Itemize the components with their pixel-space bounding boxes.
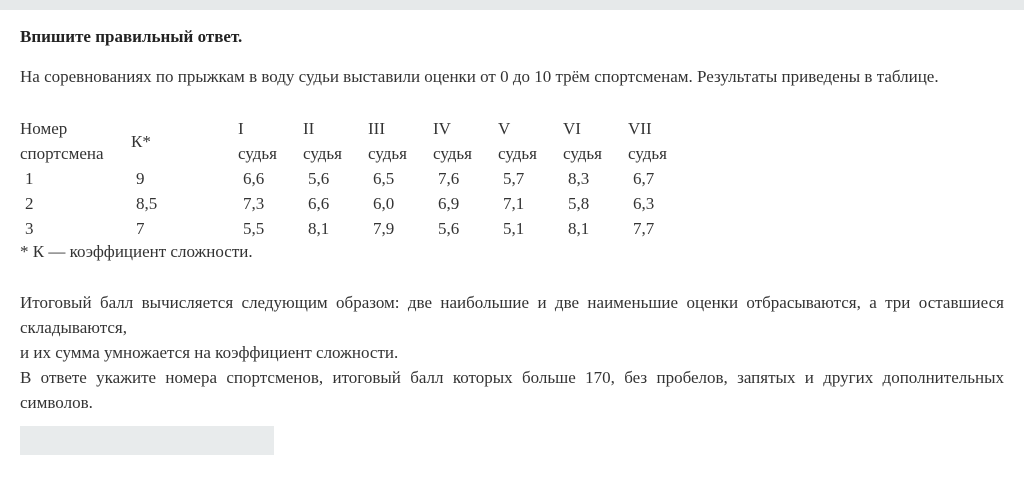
header-judge-numeral: III (368, 119, 385, 138)
header-judge-word: судья (303, 144, 342, 163)
score-cell: 5,7 (503, 169, 525, 188)
score-cell: 8,3 (568, 169, 590, 188)
table-row (20, 191, 693, 216)
scoring-rules (20, 290, 1004, 415)
rules-paragraph: и их сумма умножается на коэффициент сложности. (20, 343, 399, 362)
athlete-number: 3 (25, 219, 34, 238)
score-cell: 5,8 (568, 194, 590, 213)
header-judge-numeral: V (498, 119, 511, 138)
score-cell: 5,6 (438, 219, 460, 238)
score-cell: 6,0 (373, 194, 395, 213)
header-judge-numeral: I (238, 119, 244, 138)
answer-input[interactable] (20, 426, 274, 455)
header-judge-numeral: VI (563, 119, 581, 138)
top-bar (0, 0, 1024, 10)
score-cell: 8,1 (308, 219, 330, 238)
score-cell: 7,9 (373, 219, 395, 238)
score-cell: 7,3 (243, 194, 265, 213)
table-row (20, 216, 693, 241)
header-judge-word: судья (628, 144, 667, 163)
score-cell: 5,6 (308, 169, 330, 188)
score-cell: 6,6 (243, 169, 265, 188)
athlete-number: 1 (25, 169, 34, 188)
header-judge-numeral: VII (628, 119, 652, 138)
score-cell: 5,1 (503, 219, 525, 238)
table-header-row-2 (20, 141, 693, 166)
coefficient-value: 9 (136, 169, 145, 188)
score-cell: 7,6 (438, 169, 460, 188)
table-header-row-1 (20, 116, 693, 141)
coefficient-value: 7 (136, 219, 145, 238)
score-cell: 6,7 (633, 169, 655, 188)
coefficient-footnote: * К — коэффициент сложности. (20, 242, 253, 261)
header-judge-word: судья (498, 144, 537, 163)
table-row (20, 166, 693, 191)
task-instruction: Впишите правильный ответ. (20, 27, 243, 46)
header-judge-word: судья (563, 144, 602, 163)
header-athlete-line2: спортсмена (20, 144, 104, 163)
score-cell: 6,9 (438, 194, 460, 213)
coefficient-value: 8,5 (136, 194, 158, 213)
header-judge-word: судья (368, 144, 407, 163)
header-athlete-line1: Номер (20, 119, 68, 138)
score-cell: 5,5 (243, 219, 265, 238)
rules-paragraph: Итоговый балл вычисляется следующим образом: две наибольшие и две наименьшие оценки отбрасываются, а три оставшиеся складываются, (20, 293, 1004, 337)
header-judge-word: судья (238, 144, 277, 163)
header-judge-numeral: II (303, 119, 315, 138)
task-intro: На соревнованиях по прыжкам в воду судьи выставили оценки от 0 до 10 трём спортсменам. Результаты приведены в таблице. (20, 67, 939, 86)
scores-table (20, 116, 693, 241)
score-cell: 7,1 (503, 194, 525, 213)
rules-paragraph: В ответе укажите номера спортсменов, итоговый балл которых больше 170, без пробелов, запятых и других дополнительных символов. (20, 368, 1004, 412)
score-cell: 8,1 (568, 219, 590, 238)
score-cell: 6,5 (373, 169, 395, 188)
score-cell: 7,7 (633, 219, 655, 238)
score-cell: 6,6 (308, 194, 330, 213)
score-cell: 6,3 (633, 194, 655, 213)
header-judge-word: судья (433, 144, 472, 163)
athlete-number: 2 (25, 194, 34, 213)
header-coefficient: К* (131, 131, 151, 151)
header-judge-numeral: IV (433, 119, 451, 138)
